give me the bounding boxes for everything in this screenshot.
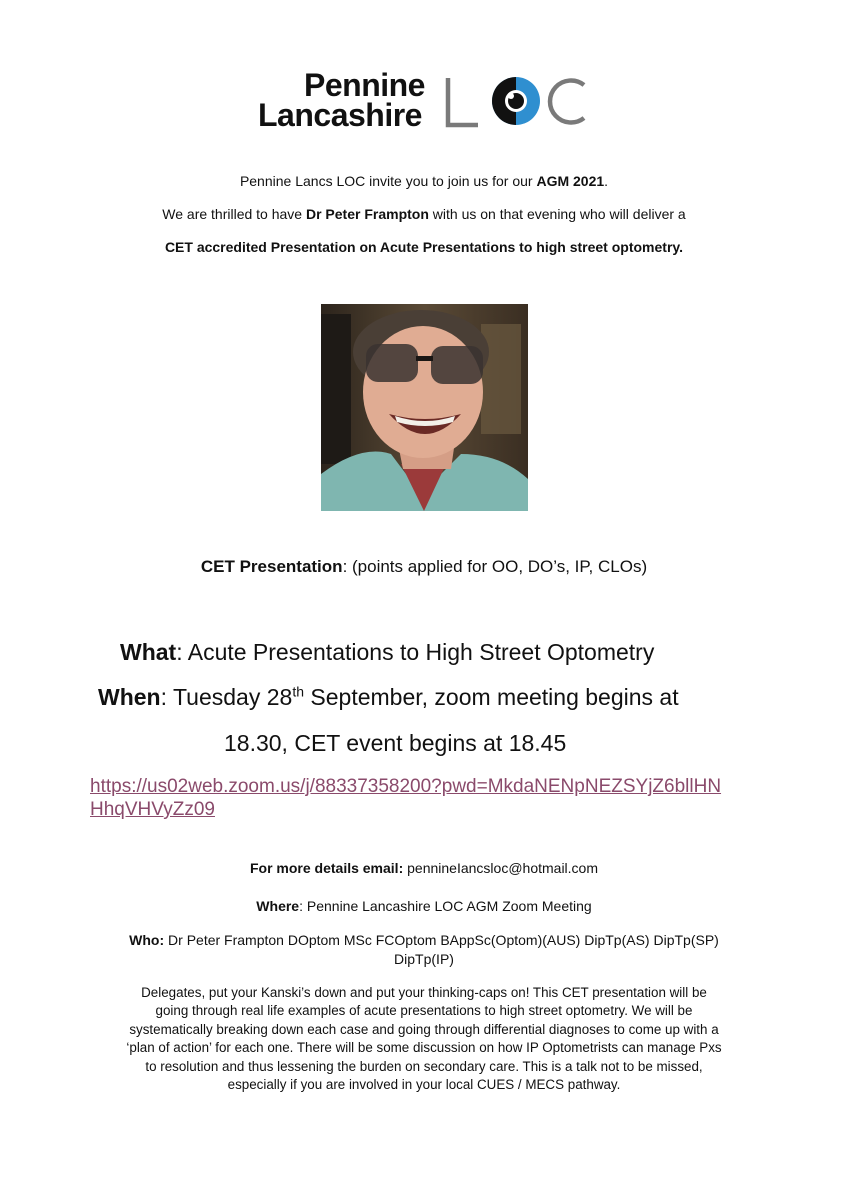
when-label: When xyxy=(98,684,161,710)
where-line xyxy=(0,897,848,915)
loc-eye-icon xyxy=(444,68,594,130)
what-text: : Acute Presentations to High Street Optometry xyxy=(176,639,655,665)
speaker-photo xyxy=(321,304,528,511)
speaker-name: Dr Peter Frampton xyxy=(305,206,429,222)
zoom-link-line-1[interactable]: https://us02web.zoom.us/j/88337358200?pwd=MkdaNENpNEZSYjZ6bllHN xyxy=(90,776,722,797)
who-label: Who: xyxy=(129,932,165,948)
intro-invite-text: Pennine Lancs LOC invite you to join us for our xyxy=(239,173,537,189)
description-line: systematically breaking down each case and going through differential diagnoses to come up with a xyxy=(129,1021,719,1037)
description-line: especially if you are involved in your local CUES / MECS pathway. xyxy=(227,1077,621,1093)
logo-word-lancashire: Lancashire xyxy=(258,97,422,133)
intro-period: . xyxy=(604,173,609,189)
date-ordinal-suffix: th xyxy=(292,683,304,700)
when-date-text: : Tuesday 28 xyxy=(160,684,293,710)
email-label: For more details email: xyxy=(249,860,404,876)
when-time-text: September, zoom meeting begins at xyxy=(304,684,679,710)
zoom-link[interactable] xyxy=(90,775,790,821)
what-line xyxy=(120,637,654,667)
cet-points-text: : (points applied for OO, DO’s, IP, CLOs) xyxy=(342,557,648,576)
email-address[interactable]: pennineIancsloc@hotmail.com xyxy=(403,860,599,876)
logo-word-pennine: Pennine xyxy=(304,67,425,103)
who-line-2: DipTp(IP) xyxy=(394,951,454,967)
description-line: to resolution and thus lessening the burden on secondary care. This is a talk not to be missed, xyxy=(145,1058,703,1074)
zoom-link-line-2[interactable]: HhqVHVyZz09 xyxy=(90,799,215,820)
agm-title: AGM 2021 xyxy=(536,173,605,189)
cet-presentation-line xyxy=(0,556,848,578)
where-label: Where xyxy=(256,898,300,914)
where-text: : Pennine Lancashire LOC AGM Zoom Meeting xyxy=(299,898,592,914)
intro-line-1 xyxy=(0,172,848,190)
intro-deliver-text: with us on that evening who will deliver a xyxy=(428,206,686,222)
who-line xyxy=(0,931,848,949)
intro-line-2 xyxy=(0,205,848,223)
when-line xyxy=(98,682,679,712)
presentation-topic: CET accredited Presentation on Acute Presentations to high street optometry xyxy=(164,239,680,255)
intro-thrilled-text: We are thrilled to have xyxy=(162,206,306,222)
cet-label: CET Presentation xyxy=(200,557,343,576)
when-times-line: 18.30, CET event begins at 18.45 xyxy=(224,730,567,756)
pennine-lancashire-loc-logo xyxy=(258,67,598,133)
description-line: ‘plan of action’ for each one. There will be some discussion on how IP Optometrists can manage Pxs xyxy=(126,1040,722,1056)
description-line: Delegates, put your Kanski’s down and put your thinking-caps on! This CET presentation will be xyxy=(141,985,707,1000)
description-paragraph xyxy=(100,984,748,1094)
intro-line-3 xyxy=(0,238,848,256)
description-line: going through real life examples of acute presentations to high street optometry. We will be xyxy=(155,1003,693,1019)
email-line xyxy=(0,859,848,877)
who-credentials: Dr Peter Frampton DOptom MSc FCOptom BAppSc(Optom)(AUS) DipTp(AS) DipTp(SP) xyxy=(164,932,719,948)
topic-period: . xyxy=(679,239,684,255)
what-label: What xyxy=(120,639,177,665)
